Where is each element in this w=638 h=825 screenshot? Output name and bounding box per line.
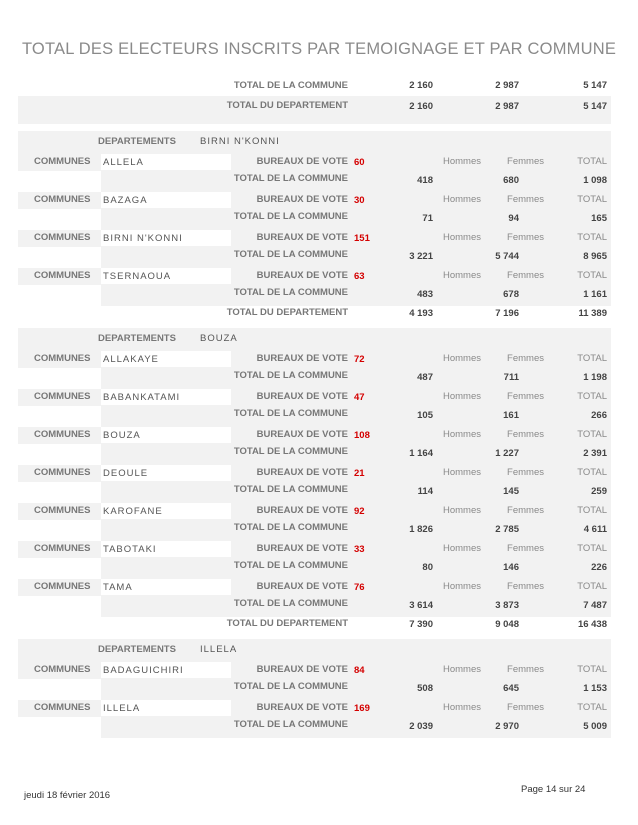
department-total-total: 16 438 <box>577 619 607 630</box>
commune-total-hommes: 2 039 <box>409 721 433 732</box>
communes-label: COMMUNES <box>34 581 91 592</box>
department-total-femmes: 7 196 <box>495 308 519 319</box>
commune-total-label: TOTAL DE LA COMMUNE <box>233 446 348 457</box>
bureaux-count: 72 <box>354 354 365 365</box>
communes-label: COMMUNES <box>34 505 91 516</box>
communes-label: COMMUNES <box>34 467 91 478</box>
commune-total-total: 5 009 <box>583 721 607 732</box>
commune-total-label: TOTAL DE LA COMMUNE <box>233 598 348 609</box>
femmes-header: Femmes <box>507 270 544 281</box>
commune-total-femmes: 146 <box>503 562 519 573</box>
carry-dept-hommes: 2 160 <box>409 101 433 112</box>
commune-total-label: TOTAL DE LA COMMUNE <box>233 681 348 692</box>
hommes-header: Hommes <box>442 429 481 440</box>
bureaux-count: 33 <box>354 544 365 555</box>
bureaux-label: BUREAUX DE VOTE <box>256 467 348 478</box>
left-white-gap <box>18 247 101 268</box>
total-header: TOTAL <box>577 467 607 478</box>
bureaux-count: 30 <box>354 195 365 206</box>
communes-label: COMMUNES <box>34 702 91 713</box>
commune-total-femmes: 1 227 <box>495 448 519 459</box>
footer-date: jeudi 18 février 2016 <box>24 790 111 801</box>
communes-label: COMMUNES <box>34 543 91 554</box>
commune-name: BAZAGA <box>103 195 148 206</box>
commune-total-total: 1 198 <box>583 372 607 383</box>
commune-total-total: 259 <box>591 486 607 497</box>
commune-total-hommes: 71 <box>422 213 433 224</box>
commune-total-total: 7 487 <box>583 600 607 611</box>
left-white-gap <box>18 520 101 541</box>
commune-total-femmes: 2 970 <box>495 721 519 732</box>
commune-total-femmes: 145 <box>503 486 519 497</box>
commune-total-label: TOTAL DE LA COMMUNE <box>233 173 348 184</box>
bureaux-label: BUREAUX DE VOTE <box>256 232 348 243</box>
commune-total-hommes: 3 221 <box>409 251 433 262</box>
commune-total-label: TOTAL DE LA COMMUNE <box>233 408 348 419</box>
commune-name: BABANKATAMI <box>103 392 181 403</box>
bureaux-label: BUREAUX DE VOTE <box>256 156 348 167</box>
femmes-header: Femmes <box>507 156 544 167</box>
left-white-gap <box>18 368 101 389</box>
communes-label: COMMUNES <box>34 353 91 364</box>
total-header: TOTAL <box>577 581 607 592</box>
commune-total-total: 1 153 <box>583 683 607 694</box>
bureaux-label: BUREAUX DE VOTE <box>256 505 348 516</box>
bureaux-label: BUREAUX DE VOTE <box>256 194 348 205</box>
commune-total-femmes: 3 873 <box>495 600 519 611</box>
communes-label: COMMUNES <box>34 232 91 243</box>
bureaux-count: 47 <box>354 392 365 403</box>
commune-total-total: 266 <box>591 410 607 421</box>
hommes-header: Hommes <box>442 467 481 478</box>
commune-total-hommes: 1 164 <box>409 448 433 459</box>
commune-total-femmes: 2 785 <box>495 524 519 535</box>
commune-total-femmes: 678 <box>503 289 519 300</box>
department-label: DEPARTEMENTS <box>98 333 176 344</box>
bureaux-label: BUREAUX DE VOTE <box>256 581 348 592</box>
department-total-label: TOTAL DU DEPARTEMENT <box>226 307 348 318</box>
hommes-header: Hommes <box>442 664 481 675</box>
hommes-header: Hommes <box>442 270 481 281</box>
hommes-header: Hommes <box>442 391 481 402</box>
total-header: TOTAL <box>577 156 607 167</box>
commune-name: DEOULE <box>103 468 149 479</box>
commune-total-hommes: 508 <box>417 683 433 694</box>
total-header: TOTAL <box>577 664 607 675</box>
commune-total-label: TOTAL DE LA COMMUNE <box>233 719 348 730</box>
bureaux-label: BUREAUX DE VOTE <box>256 270 348 281</box>
commune-total-label: TOTAL DE LA COMMUNE <box>233 560 348 571</box>
communes-label: COMMUNES <box>34 664 91 675</box>
commune-total-total: 4 611 <box>583 524 607 535</box>
department-name: BIRNI N'KONNI <box>200 136 280 147</box>
commune-total-femmes: 5 744 <box>495 251 519 262</box>
left-white-gap <box>18 444 101 465</box>
carry-dept-total: 5 147 <box>583 101 607 112</box>
department-total-label: TOTAL DU DEPARTEMENT <box>226 618 348 629</box>
commune-total-hommes: 1 826 <box>409 524 433 535</box>
total-header: TOTAL <box>577 391 607 402</box>
commune-total-femmes: 645 <box>503 683 519 694</box>
hommes-header: Hommes <box>442 581 481 592</box>
department-total-hommes: 4 193 <box>409 308 433 319</box>
commune-total-label: TOTAL DE LA COMMUNE <box>233 370 348 381</box>
bureaux-count: 63 <box>354 271 365 282</box>
total-header: TOTAL <box>577 194 607 205</box>
carry-commune-label: TOTAL DE LA COMMUNE <box>233 80 348 91</box>
commune-total-hommes: 418 <box>417 175 433 186</box>
left-white-gap <box>18 406 101 427</box>
hommes-header: Hommes <box>442 543 481 554</box>
commune-total-total: 1 098 <box>583 175 607 186</box>
bureaux-label: BUREAUX DE VOTE <box>256 353 348 364</box>
commune-total-femmes: 94 <box>508 213 519 224</box>
hommes-header: Hommes <box>442 156 481 167</box>
commune-total-hommes: 114 <box>417 486 433 497</box>
femmes-header: Femmes <box>507 467 544 478</box>
total-header: TOTAL <box>577 270 607 281</box>
carry-dept-femmes: 2 987 <box>495 101 519 112</box>
femmes-header: Femmes <box>507 505 544 516</box>
commune-total-label: TOTAL DE LA COMMUNE <box>233 484 348 495</box>
femmes-header: Femmes <box>507 543 544 554</box>
department-label: DEPARTEMENTS <box>98 136 176 147</box>
carry-dept-label: TOTAL DU DEPARTEMENT <box>226 100 348 111</box>
commune-total-hommes: 80 <box>422 562 433 573</box>
bureaux-count: 60 <box>354 157 365 168</box>
communes-label: COMMUNES <box>34 270 91 281</box>
femmes-header: Femmes <box>507 664 544 675</box>
bureaux-count: 151 <box>354 233 370 244</box>
bureaux-label: BUREAUX DE VOTE <box>256 702 348 713</box>
footer-page: Page 14 sur 24 <box>521 784 586 795</box>
commune-name: KAROFANE <box>103 506 163 517</box>
commune-total-femmes: 711 <box>503 372 519 383</box>
left-white-gap <box>18 717 101 738</box>
left-white-gap <box>18 558 101 579</box>
bureaux-count: 169 <box>354 703 370 714</box>
commune-total-label: TOTAL DE LA COMMUNE <box>233 249 348 260</box>
commune-total-label: TOTAL DE LA COMMUNE <box>233 287 348 298</box>
commune-total-total: 226 <box>591 562 607 573</box>
department-total-total: 11 389 <box>578 308 607 319</box>
commune-name: BOUZA <box>103 430 141 441</box>
communes-label: COMMUNES <box>34 429 91 440</box>
carry-commune-femmes: 2 987 <box>495 80 519 91</box>
commune-total-hommes: 483 <box>417 289 433 300</box>
hommes-header: Hommes <box>442 702 481 713</box>
hommes-header: Hommes <box>442 194 481 205</box>
bureaux-count: 84 <box>354 665 365 676</box>
femmes-header: Femmes <box>507 581 544 592</box>
femmes-header: Femmes <box>507 391 544 402</box>
communes-label: COMMUNES <box>34 194 91 205</box>
bureaux-count: 92 <box>354 506 365 517</box>
commune-total-femmes: 161 <box>503 410 519 421</box>
total-header: TOTAL <box>577 232 607 243</box>
hommes-header: Hommes <box>442 353 481 364</box>
commune-name: TAMA <box>103 582 133 593</box>
department-total-hommes: 7 390 <box>409 619 433 630</box>
commune-name: BADAGUICHIRI <box>103 665 184 676</box>
total-header: TOTAL <box>577 543 607 554</box>
commune-total-label: TOTAL DE LA COMMUNE <box>233 522 348 533</box>
commune-total-total: 8 965 <box>583 251 607 262</box>
femmes-header: Femmes <box>507 353 544 364</box>
commune-name: ALLELA <box>103 157 144 168</box>
left-white-gap <box>18 482 101 503</box>
bureaux-label: BUREAUX DE VOTE <box>256 429 348 440</box>
department-total-femmes: 9 048 <box>495 619 519 630</box>
total-header: TOTAL <box>577 505 607 516</box>
bureaux-count: 21 <box>354 468 365 479</box>
left-white-gap <box>18 596 101 617</box>
carry-commune-total: 5 147 <box>583 80 607 91</box>
commune-name: ALLAKAYE <box>103 354 159 365</box>
commune-total-hommes: 3 614 <box>409 600 433 611</box>
commune-name: ILLELA <box>103 703 141 714</box>
total-header: TOTAL <box>577 702 607 713</box>
communes-label: COMMUNES <box>34 391 91 402</box>
bureaux-label: BUREAUX DE VOTE <box>256 543 348 554</box>
left-white-gap <box>18 209 101 230</box>
commune-total-total: 1 161 <box>583 289 607 300</box>
left-white-gap <box>18 171 101 192</box>
femmes-header: Femmes <box>507 232 544 243</box>
carry-commune-hommes: 2 160 <box>409 80 433 91</box>
hommes-header: Hommes <box>442 232 481 243</box>
department-label: DEPARTEMENTS <box>98 644 176 655</box>
commune-total-label: TOTAL DE LA COMMUNE <box>233 211 348 222</box>
bureaux-count: 76 <box>354 582 365 593</box>
commune-name: TSERNAOUA <box>103 271 172 282</box>
left-white-gap <box>18 679 101 700</box>
femmes-header: Femmes <box>507 702 544 713</box>
department-name: ILLELA <box>200 644 238 655</box>
femmes-header: Femmes <box>507 194 544 205</box>
commune-total-femmes: 680 <box>503 175 519 186</box>
commune-total-hommes: 487 <box>417 372 433 383</box>
femmes-header: Femmes <box>507 429 544 440</box>
department-name: BOUZA <box>200 333 238 344</box>
total-header: TOTAL <box>577 429 607 440</box>
bureaux-count: 108 <box>354 430 370 441</box>
hommes-header: Hommes <box>442 505 481 516</box>
commune-total-total: 165 <box>591 213 607 224</box>
bureaux-label: BUREAUX DE VOTE <box>256 391 348 402</box>
communes-label: COMMUNES <box>34 156 91 167</box>
bureaux-label: BUREAUX DE VOTE <box>256 664 348 675</box>
total-header: TOTAL <box>577 353 607 364</box>
commune-total-hommes: 105 <box>417 410 433 421</box>
commune-name: BIRNI N'KONNI <box>103 233 183 244</box>
commune-name: TABOTAKI <box>103 544 157 555</box>
page-title: TOTAL DES ELECTEURS INSCRITS PAR TEMOIGNAGE ET PAR COMMUNE <box>21 40 617 58</box>
left-white-gap <box>18 285 101 306</box>
commune-total-total: 2 391 <box>583 448 607 459</box>
